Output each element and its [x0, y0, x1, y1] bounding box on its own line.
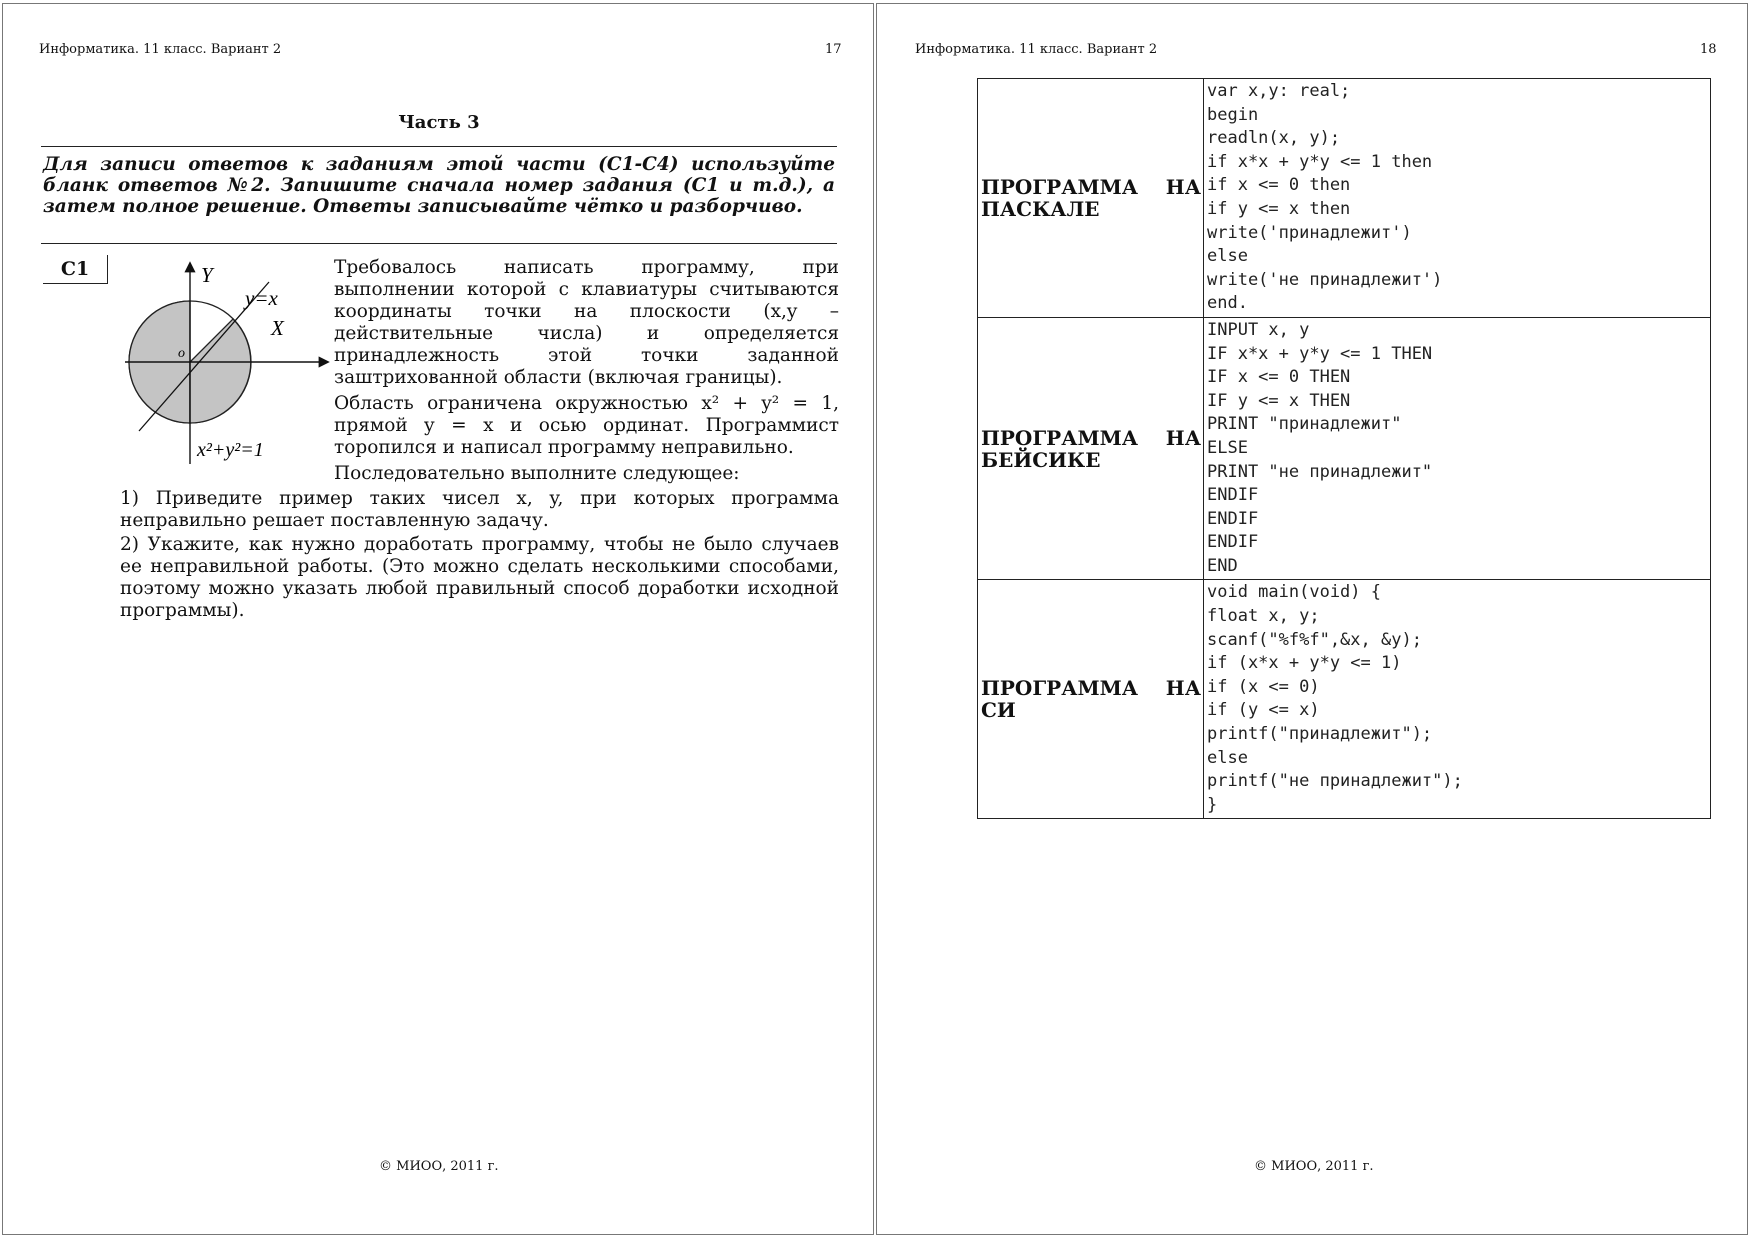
task-paragraph-1: Требовалось написать программу, при выполнении которой с клавиатуры считываются координаты точки на плоскости (x,y – действительные числа) и определяется принадлежность этой точки заданной заштрихованной области (включая границы). [334, 257, 839, 388]
code-line: var x,y: real; [1207, 81, 1351, 101]
page-footer: © МИОО, 2011 г. [379, 1159, 499, 1174]
code-line: END [1207, 555, 1238, 576]
code-line: ENDIF [1207, 532, 1259, 553]
code-line: if (y <= x) [1207, 700, 1320, 721]
program-language: ПРОГРАММА НА БЕЙСИКЕ [978, 317, 1204, 580]
code-line: void main(void) { [1207, 582, 1381, 603]
right-page [876, 3, 1748, 1235]
code-line: PRINT "принадлежит" [1207, 414, 1402, 435]
task-paragraph-3: Последовательно выполните следующее: [334, 463, 740, 484]
code-line: ELSE [1207, 437, 1248, 458]
code-line: write('принадлежит') [1207, 222, 1412, 243]
task-paragraph-2: Область ограничена окружностью x² + y² = 1, прямой y = x и осью ординат. Программист торопился и написал программу неправильно. [334, 393, 839, 458]
task-item-2: 2) Укажите, как нужно доработать программу, чтобы не было случаев ее неправильной работы. (Это можно сделать несколькими способами, поэтому можно указать любой правильный способ доработки исходной программы). [120, 534, 839, 621]
page-header: Информатика. 11 класс. Вариант 2 [915, 42, 1158, 57]
code-line: else [1207, 246, 1248, 267]
code-line: IF y <= x THEN [1207, 390, 1351, 411]
x-axis-label: X [271, 316, 284, 340]
code-line: end. [1207, 293, 1248, 314]
code-line: IF x*x + y*y <= 1 THEN [1207, 343, 1433, 364]
code-line: readln(x, y); [1207, 128, 1341, 149]
task-description [334, 257, 839, 489]
code-line: scanf("%f%f",&x, &y); [1207, 629, 1422, 650]
code-line: if (x*x + y*y <= 1) [1207, 653, 1402, 674]
code-line: if (x <= 0) [1207, 676, 1320, 697]
program-row [978, 79, 1711, 318]
code-line: if x <= 0 then [1207, 175, 1351, 196]
code-line: begin [1207, 104, 1259, 125]
program-row [978, 580, 1711, 819]
code-line: } [1207, 794, 1218, 815]
code-line: printf("не принадлежит"); [1207, 771, 1463, 792]
code-line: PRINT "не принадлежит" [1207, 461, 1433, 482]
code-line: ENDIF [1207, 485, 1259, 506]
code-line: write('не принадлежит') [1207, 269, 1443, 290]
instructions: Для записи ответов к заданиям этой части (С1-С4) используйте бланк ответов №2. Запишите сначала номер задания (С1 и т.д.), а затем полное решение. Ответы записывайте чётко и разборчиво. [43, 154, 835, 217]
origin-label: o [178, 346, 185, 361]
code-line: INPUT x, y [1207, 319, 1310, 340]
code-line: printf("принадлежит"); [1207, 724, 1433, 745]
task-item-1: 1) Приведите пример таких чисел x, y, при которых программа неправильно решает поставленную задачу. [120, 488, 839, 531]
divider [41, 243, 837, 244]
part-title: Часть 3 [398, 112, 480, 133]
code-line: ENDIF [1207, 508, 1259, 529]
programs-table [977, 78, 1711, 819]
program-row [978, 317, 1711, 580]
task-label: С1 [43, 255, 108, 284]
program-code [1204, 79, 1711, 318]
page-number: 18 [1700, 42, 1717, 57]
task-items [120, 488, 839, 624]
page-number: 17 [825, 42, 842, 57]
left-page [2, 3, 874, 1235]
program-language: ПРОГРАММА НА СИ [978, 580, 1204, 819]
program-code [1204, 317, 1711, 580]
program-code [1204, 580, 1711, 819]
code-line: float x, y; [1207, 606, 1320, 627]
line-label: y=x [245, 286, 278, 310]
circle-label: x²+y²=1 [197, 439, 264, 461]
code-line: else [1207, 747, 1248, 768]
code-line: if x*x + y*y <= 1 then [1207, 151, 1433, 172]
y-axis-label: Y [201, 263, 213, 287]
divider [41, 146, 837, 147]
page-footer: © МИОО, 2011 г. [1254, 1159, 1374, 1174]
program-language: ПРОГРАММА НА ПАСКАЛЕ [978, 79, 1204, 318]
code-line: IF x <= 0 THEN [1207, 367, 1351, 388]
code-line: if y <= x then [1207, 198, 1351, 219]
page-header: Информатика. 11 класс. Вариант 2 [39, 42, 282, 57]
task-figure [121, 256, 339, 468]
